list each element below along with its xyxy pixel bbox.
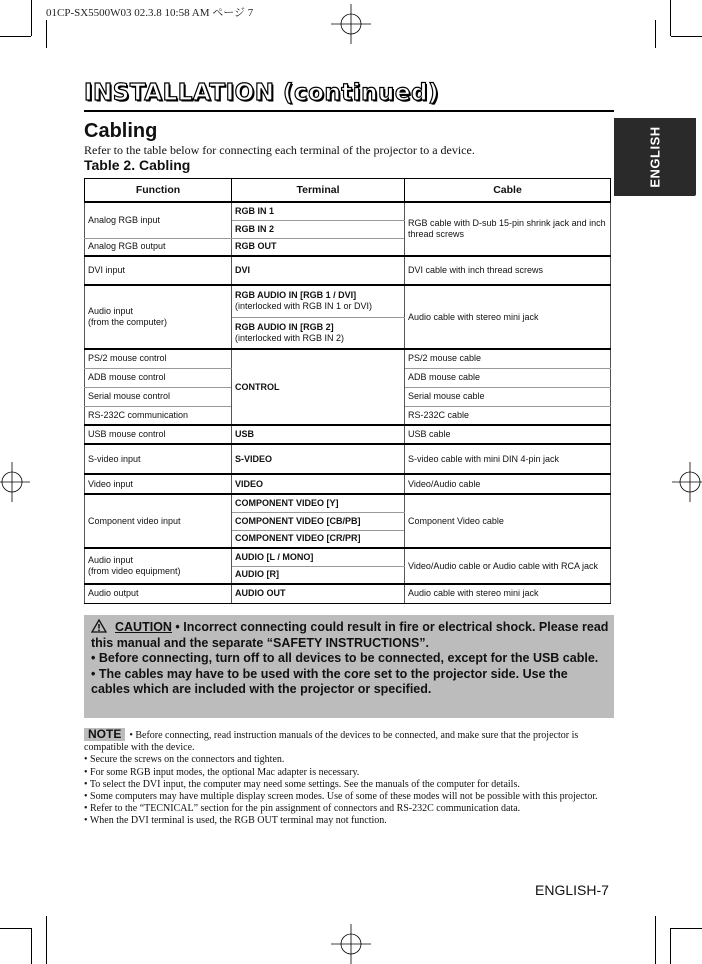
function-text: Audio input bbox=[88, 306, 134, 316]
registration-mark-right bbox=[672, 462, 702, 502]
terminal-text: RGB AUDIO IN [RGB 2] bbox=[235, 321, 334, 332]
caution-line-1: • Incorrect connecting could result in fire or electrical shock. Please read this manual and the separate “SAFETY INSTRUCTIONS”. bbox=[91, 620, 609, 650]
terminal-cell: DVI bbox=[232, 256, 405, 285]
warning-icon bbox=[91, 619, 107, 633]
table-row bbox=[85, 444, 611, 474]
terminal-cell: USB bbox=[232, 425, 405, 444]
col-header-function: Function bbox=[85, 179, 232, 203]
heading-rule bbox=[84, 110, 614, 112]
function-subtext: (from video equipment) bbox=[88, 566, 181, 576]
terminal-cell: RGB OUT bbox=[232, 238, 405, 256]
terminal-cell: AUDIO OUT bbox=[232, 584, 405, 603]
table-row bbox=[85, 202, 611, 220]
terminal-cell: RGB IN 1 bbox=[232, 202, 405, 220]
note-item: • When the DVI terminal is used, the RGB OUT terminal may not function. bbox=[84, 815, 387, 827]
col-header-terminal: Terminal bbox=[232, 179, 405, 203]
registration-mark-left bbox=[0, 462, 30, 502]
function-cell: Component video input bbox=[85, 494, 232, 548]
function-cell: Analog RGB input bbox=[85, 202, 232, 238]
language-tab bbox=[614, 118, 696, 196]
function-cell bbox=[85, 285, 232, 349]
caution-label: CAUTION bbox=[115, 620, 172, 634]
table-row bbox=[85, 548, 611, 566]
function-subtext: (from the computer) bbox=[88, 317, 168, 327]
page-number: ENGLISH-7 bbox=[535, 882, 609, 898]
note-item: • To select the DVI input, the computer may need some settings. See the manuals of the computer for details. bbox=[84, 778, 520, 790]
function-cell: PS/2 mouse control bbox=[85, 349, 232, 368]
cable-cell: RS-232C cable bbox=[405, 406, 611, 425]
print-header: 01CP-SX5500W03 02.3.8 10:58 AM ページ 7 bbox=[46, 7, 254, 19]
terminal-cell: COMPONENT VIDEO [CR/PR] bbox=[232, 530, 405, 548]
cable-cell: Serial mouse cable bbox=[405, 387, 611, 406]
table-header-row bbox=[85, 179, 611, 203]
cable-cell: ADB mouse cable bbox=[405, 368, 611, 387]
terminal-cell: AUDIO [L / MONO] bbox=[232, 548, 405, 566]
terminal-cell: AUDIO [R] bbox=[232, 566, 405, 584]
cable-cell: Video/Audio cable bbox=[405, 474, 611, 494]
note-section bbox=[84, 728, 610, 828]
intro-text: Refer to the table below for connecting each terminal of the projector to a device. bbox=[84, 143, 475, 157]
note-item: • Secure the screws on the connectors and tighten. bbox=[84, 754, 285, 766]
cabling-table bbox=[84, 178, 611, 604]
registration-mark-top bbox=[331, 4, 371, 44]
note-item: • For some RGB input modes, the optional Mac adapter is necessary. bbox=[84, 766, 360, 778]
registration-mark-bottom bbox=[331, 924, 371, 964]
terminal-cell: S-VIDEO bbox=[232, 444, 405, 474]
cable-cell: Audio cable with stereo mini jack bbox=[405, 584, 611, 603]
cable-cell: S-video cable with mini DIN 4-pin jack bbox=[405, 444, 611, 474]
section-title: Cabling bbox=[84, 120, 158, 142]
function-cell: RS-232C communication bbox=[85, 406, 232, 425]
terminal-text: RGB AUDIO IN [RGB 1 / DVI] bbox=[235, 290, 357, 301]
terminal-cell: RGB IN 2 bbox=[232, 220, 405, 238]
note-label: NOTE bbox=[84, 728, 125, 741]
note-list bbox=[84, 754, 610, 827]
function-cell: Analog RGB output bbox=[85, 238, 232, 256]
cable-cell: RGB cable with D-sub 15-pin shrink jack and inch thread screws bbox=[405, 202, 611, 256]
caution-line-2: • Before connecting, turn off to all devices to be connected, except for the USB cable. bbox=[91, 651, 599, 665]
terminal-note: (interlocked with RGB IN 1 or DVI) bbox=[235, 301, 373, 312]
caution-box bbox=[84, 615, 614, 718]
cable-cell: USB cable bbox=[405, 425, 611, 444]
terminal-cell: CONTROL bbox=[232, 349, 405, 425]
terminal-cell: COMPONENT VIDEO [CB/PB] bbox=[232, 512, 405, 530]
table-row bbox=[85, 349, 611, 368]
function-cell: Video input bbox=[85, 474, 232, 494]
caution-text bbox=[91, 619, 609, 698]
cable-cell: Audio cable with stereo mini jack bbox=[405, 285, 611, 349]
terminal-note: (interlocked with RGB IN 2) bbox=[235, 332, 345, 343]
cable-cell: Video/Audio cable or Audio cable with RCA jack bbox=[405, 548, 611, 584]
cable-cell: DVI cable with inch thread screws bbox=[405, 256, 611, 285]
table-row bbox=[85, 474, 611, 494]
table-row bbox=[85, 256, 611, 285]
function-cell: ADB mouse control bbox=[85, 368, 232, 387]
cable-cell: Component Video cable bbox=[405, 494, 611, 548]
terminal-cell: COMPONENT VIDEO [Y] bbox=[232, 494, 405, 512]
note-first bbox=[84, 728, 610, 754]
function-cell: USB mouse control bbox=[85, 425, 232, 444]
table-row bbox=[85, 584, 611, 603]
cable-cell: PS/2 mouse cable bbox=[405, 349, 611, 368]
table-row bbox=[85, 425, 611, 444]
terminal-cell bbox=[232, 317, 405, 349]
note-item: • Some computers may have multiple display screen modes. Use of some of these modes will not be possible with this projector. bbox=[84, 791, 598, 803]
note-item: • Refer to the “TECNICAL” section for the pin assignment of connectors and RS-232C communication data. bbox=[84, 803, 521, 815]
page-heading: INSTALLATION (continued) bbox=[84, 80, 439, 106]
function-cell: Serial mouse control bbox=[85, 387, 232, 406]
function-cell: DVI input bbox=[85, 256, 232, 285]
language-tab-label: ENGLISH bbox=[647, 126, 663, 188]
function-cell bbox=[85, 548, 232, 584]
table-row bbox=[85, 494, 611, 512]
note-first-text: • Before connecting, read instruction manuals of the devices to be connected, and make sure that the projector is compatible with the device. bbox=[84, 730, 579, 754]
function-cell: Audio output bbox=[85, 584, 232, 603]
table-row bbox=[85, 285, 611, 317]
terminal-cell bbox=[232, 285, 405, 317]
col-header-cable: Cable bbox=[405, 179, 611, 203]
terminal-cell: VIDEO bbox=[232, 474, 405, 494]
function-text: Audio input bbox=[88, 555, 134, 565]
function-cell: S-video input bbox=[85, 444, 232, 474]
caution-line-3: • The cables may have to be used with the core set to the projector side. Use the cables which are included with the projector or specified. bbox=[91, 666, 568, 696]
table-caption: Table 2. Cabling bbox=[84, 157, 191, 173]
